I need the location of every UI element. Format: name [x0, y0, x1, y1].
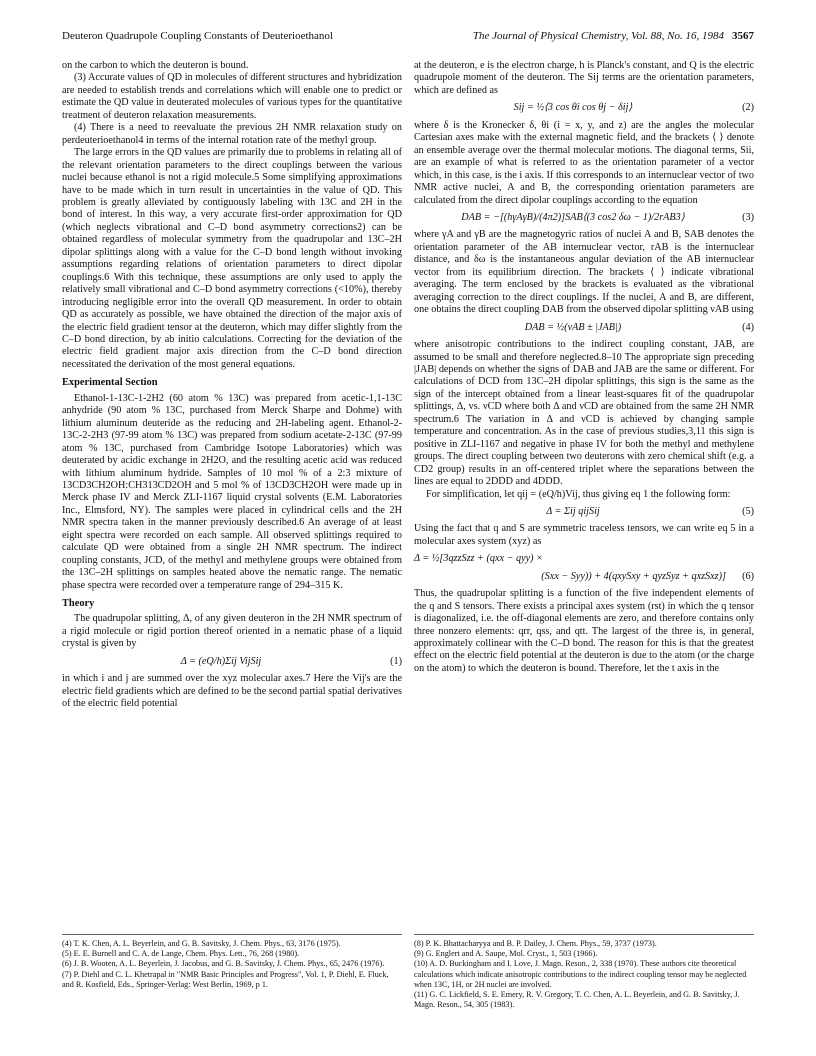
equation-4	[414, 322, 754, 334]
paragraph: where δ is the Kronecker δ, θi (i = x, y, and z) are the angles the molecular Cartesian axes make with the external magnetic field, and the brackets ⟨ ⟩ denote an ensemble average over the thermal molecular motions. The diagonal terms, Sii, are an example of what is referred to as the orientation parameter of a vector which, in this case, is the i axis. If this corresponds to an internuclear vector of two NMR active nuclei, A and B, the corresponding orientation parameters are calculated from the direct dipolar couplings according to the equation	[414, 119, 754, 206]
equation-1	[62, 656, 402, 668]
footnote-rule	[414, 934, 754, 935]
reference-9: (9) G. Englert and A. Saupe, Mol. Cryst., 1, 503 (1966).	[414, 949, 598, 959]
equation-body: Δ = ½[3qzzSzz + (qxx − qyy) ×	[414, 553, 543, 565]
paragraph: Ethanol-1-13C-1-2H2 (60 atom % 13C) was prepared from acetic-1,1-13C anhydride (90 atom % 13C, purchased from Merck Sharpe and Dohme) with lithium aluminum deuteride as the reducing and 2H-labeling agent. Ethanol-2-13C-2-2H3 (97-99 atom % 13C) was prepared from sodium acetate-2-13C (97-99 atom % 13C, purchased from Cambridge Isotope Laboratories) which was deuterated by acidic exchange in 2H2O, and the resulting acetic acid was reduced with lithium aluminum hydride. Samples of 10 mol % of a 2:3 mixture of 13CD3CH2OH:CH313CD2OH and 5 mol % of 13CD3CH2OH were made up in Merck phase IV and Merck ZLI-1167 liquid crystal solvents (E.M. Laboratories Inc., Elmsford, NY). The samples were placed in cylindrical cells and the 2H NMR spectra taken in the manner previously described.6 An average of at least eight spectra were recorded on each sample. All observed splittings required to calculate QD were obtained from a single 2H NMR spectrum. The indirect coupling constants, JCD, of the methyl and methylene groups were obtained from the 13C–2H splittings on samples heated above the nematic range. The nematic phase spectra were recorded over a temperature range of 294–315 K.	[62, 392, 402, 591]
running-header	[62, 20, 754, 42]
equation-body: (Sxx − Syy)) + 4(qxySxy + qyzSyz + qxzSxz)]	[541, 570, 726, 582]
equation-3	[414, 212, 754, 224]
section-heading-theory: Theory	[62, 598, 95, 610]
paragraph: on the carbon to which the deuteron is bound.	[62, 60, 249, 71]
equation-number: (1)	[390, 655, 402, 667]
page-number: 3567	[732, 30, 754, 42]
running-title: Deuteron Quadrupole Coupling Constants of Deuterioethanol	[62, 30, 333, 42]
paragraph: in which i and j are summed over the xyz molecular axes.7 Here the Vij's are the electric field gradients which are defined to be the second partial spatial derivatives of the electric field potential	[62, 673, 403, 710]
footnotes-left	[62, 934, 402, 990]
equation-body: Sij = ½⟨3 cos θi cos θj − δij⟩	[513, 102, 633, 114]
reference-8: (8) P. K. Bhattacharyya and B. P. Dailey, J. Chem. Phys., 59, 3737 (1973).	[414, 939, 657, 948]
equation-body: Δ = (eQ/h)Σij VijSij	[180, 655, 262, 667]
left-column	[62, 60, 402, 711]
paragraph: Thus, the quadrupolar splitting is a function of the five independent elements of the q and S tensors. There exists a principal axes system (rst) in which the q tensor is diagonalized, i.e. the off-diagonal elements are zero, and therefore contains only three nonzero elements: qrr, qss, and qtt. The largest of the three is, in general, approximately collinear with the C–D bond. The reason for this is that the greatest effect on the electric field potential at the deuteron is due to the atom (or the charge on the atom) to which the deuteron is bound. Therefore, let the t axis in the	[414, 588, 754, 674]
reference-5: (5) E. E. Burnell and C. A. de Lange, Chem. Phys. Lett., 76, 268 (1980).	[62, 949, 300, 959]
equation-number: (2)	[742, 102, 754, 114]
reference-7: (7) P. Diehl and C. L. Khetrapal in "NMR Basic Principles and Progress", Vol. 1, P. Diehl, E. Fluck, and R. Kosfield, Eds., Springer-Verlag: West Berlin, 1969, p 1.	[62, 969, 389, 989]
equation-5	[414, 506, 754, 518]
reference-4: (4) T. K. Chen, A. L. Beyerlein, and G. B. Savitsky, J. Chem. Phys., 63, 3176 (1975).	[62, 939, 341, 948]
section-heading-experimental: Experimental Section	[62, 377, 158, 389]
paragraph: where anisotropic contributions to the indirect coupling constant, JAB, are assumed to be small and therefore neglected.8–10 The appropriate sign preceding |JAB| depends on whether the signs of DAB and JAB are the same or different. For calculations of DCD from 13C–2H dipolar splittings, this sign is the same as the sign of the intercept obtained from a linear least-squares fit of the quadrupolar splittings, Δ, vs. νCD where both Δ and νCD are obtained from the same 2H NMR spectrum.6 The variation in Δ and νCD is achieved by changing sample temperature and concentration. As in the case of previous studies,3,11 this sign is positive in ZLI-1167 and negative in phase IV for both the methyl and methylene groups. The direct coupling between two deuterons with zero chemical shift (e.g. a CD2 group) results in an off-centered triplet where the separations between the lines are equal to 2DDD and 4DDD.	[414, 339, 754, 488]
right-column	[414, 60, 754, 675]
paragraph: For simplification, let qij = (eQ/h)Vij, thus giving eq 1 the following form:	[426, 488, 731, 500]
equation-body: DAB = −[(hγAγB)/(4π2)]SAB⟨(3 cos2 δω − 1)/2rAB3⟩	[461, 211, 685, 223]
paragraph: The quadrupolar splitting, Δ, of any given deuteron in the 2H NMR spectrum of a rigid molecule or rigid portion thereof oriented in a nematic phase of a liquid crystal is given by	[62, 613, 402, 650]
reference-11: (11) G. C. Lickfield, S. E. Emery, R. V. Gregory, T. C. Chen, A. L. Beyerlein, and G. B. Savitsky, J. Magn. Reson., 54, 305 (1983).	[414, 990, 740, 1010]
footnotes-right	[414, 934, 754, 1010]
paragraph: Using the fact that q and S are symmetric traceless tensors, we can write eq 5 in a molecular axes system (xyz) as	[414, 523, 754, 547]
equation-2	[414, 102, 754, 114]
reference-10: (10) A. D. Buckingham and I. Love, J. Magn. Reson., 2, 338 (1970). These authors cite theoretical calculations which indicate anisotropic contributions to the indirect coupling tensor may be neglected when 13C, 1H, or 2H nuclei are involved.	[414, 959, 747, 989]
paragraph: where γA and γB are the magnetogyric ratios of nuclei A and B, SAB denotes the orientation parameter of the AB internuclear vector, rAB is the internuclear distance, and δω is the instantaneous angular deviation of the AB internuclear vector from its equilibrium direction. The brackets ⟨ ⟩ indicate vibrational averaging. The term enclosed by the brackets is evaluated as the vibrational averaging correction to the direct couplings. If the nuclei, A and B, are different, one obtains the direct coupling DAB from the observed dipolar splitting νAB using	[414, 229, 754, 316]
equation-number: (3)	[742, 211, 754, 223]
equation-number: (6)	[742, 570, 754, 582]
reference-6: (6) J. B. Wooten, A. L. Beyerlein, J. Jacobus, and G. B. Savitsky, J. Chem. Phys., 65, 2476 (1976).	[62, 959, 385, 969]
paragraph: (4) There is a need to reevaluate the previous 2H NMR relaxation study on perdeuterioethanol4 in terms of the internal rotation rate of the methyl group.	[62, 122, 402, 146]
paragraph: at the deuteron, e is the electron charge, h is Planck's constant, and Q is the electric quadrupole moment of the deuteron. The Sij terms are the orientation parameters, which are defined as	[414, 60, 754, 96]
footnote-rule	[62, 934, 402, 935]
paragraph: (3) Accurate values of QD in molecules of different structures and hybridization are needed to establish trends and correlations which will enable one to predict or estimate the QD value in deuterated molecules of various types for the quantitative treatment of deuteron relaxation measurements.	[62, 72, 402, 121]
equation-body: DAB = ½(νAB ± |JAB|)	[524, 321, 622, 333]
equation-6-line-1	[414, 553, 754, 565]
journal-citation: The Journal of Physical Chemistry, Vol. 88, No. 16, 1984	[472, 30, 724, 42]
equation-6-line-2	[414, 571, 754, 583]
equation-number: (5)	[742, 505, 754, 517]
equation-number: (4)	[742, 321, 754, 333]
paragraph: The large errors in the QD values are primarily due to problems in relating all of the relevant orientation parameters to the direct couplings between the various nuclei because ethanol is not a rigid molecule.5 Some simplifying approximations have to be made which in turn result in uncertainties in the value of QD. This problem is greatly alleviated by contiguously labeling with 13C and 2H in the bond of interest. In this way, a very accurate first-order approximation for QD (which neglects vibrational and C–D bond asymmetry corrections2) can be obtained regardless of molecular symmetry from the quadrupolar and 13C–2H dipolar splittings along with a value for the C–D bond length without invoking assumptions regarding relations of orientation parameters to direct dipolar couplings.6 With this technique, these assumptions are only used to apply the relatively small vibrational and C–D bond asymmetry corrections (<10%), thereby introducing negligible error into the overall QD measurement. In order to obtain QD as accurately as possible, we have obtained the direction of the major axis of the electric field gradient tensor at the deuteron, which may differ slightly from the C–D bond direction, by ab initio calculations. Correcting for the deviation of the electric field gradient major axis direction from the C–D bond direction necessitated the derivation of the most general equations.	[62, 147, 402, 370]
equation-body: Δ = Σij qijSij	[546, 505, 600, 517]
